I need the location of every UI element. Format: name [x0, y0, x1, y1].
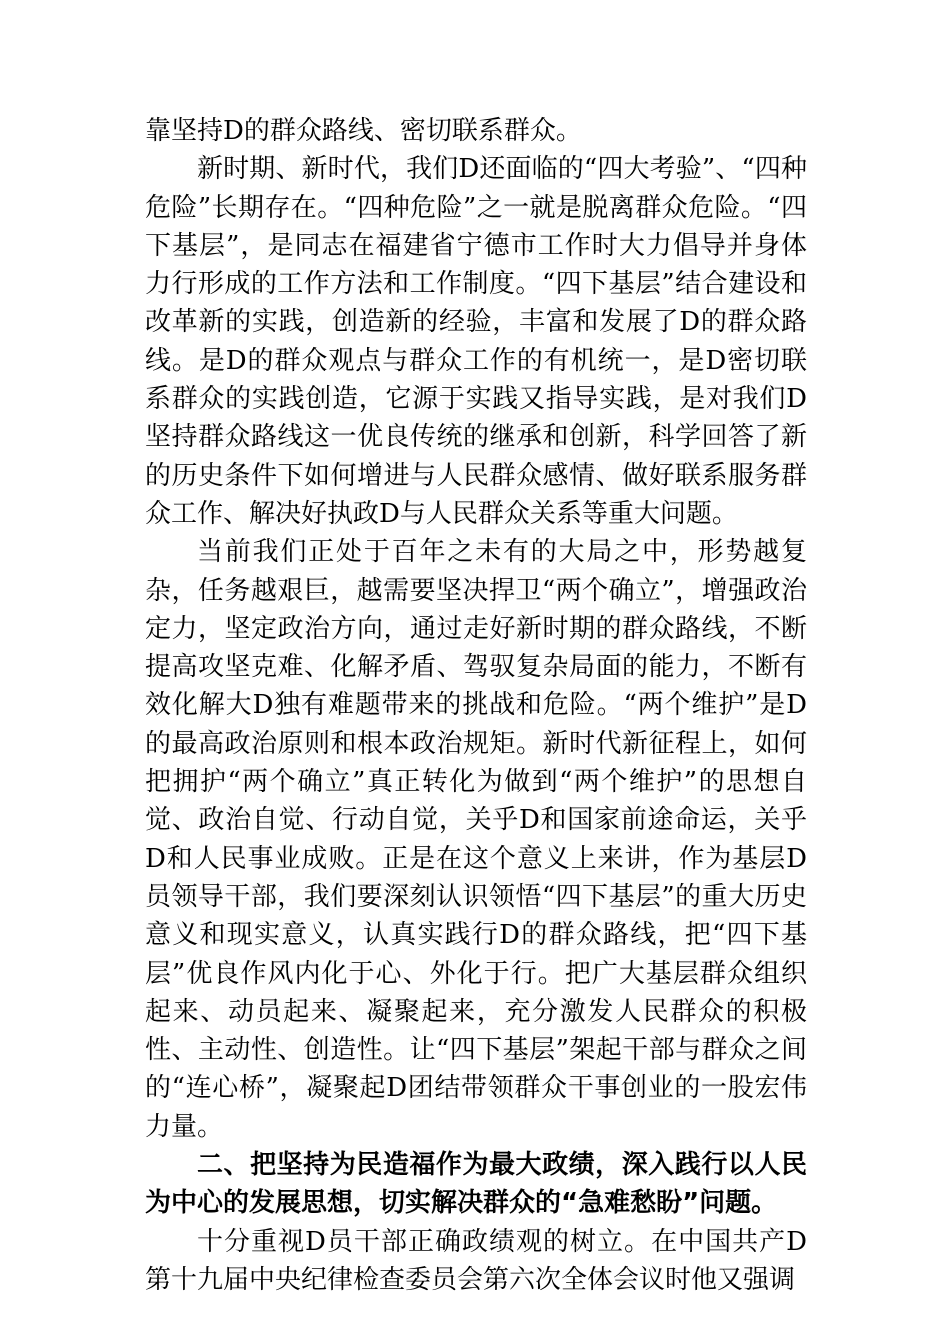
paragraph-four-dangers: 新时期、新时代，我们D还面临的“四大考验”、“四种危险”长期存在。“四种危险”之一就是脱离群众危险。“四下基层”，是同志在福建省宁德市工作时大力倡导并身体力行形成的工作方法和工作制度。“四下基层”结合建设和改革新的实践，创造新的经验，丰富和发展了D的群众路线。是D的群众观点与群众工作的有机统一，是D密切联系群众的实践创造，它源于实践又指导实践，是对我们D坚持群众路线这一优良传统的继承和创新，科学回答了新的历史条件下如何增进与人民群众感情、做好联系服务群众工作、解决好执政D与人民群众关系等重大问题。: [145, 154, 807, 529]
document-page: [145, 112, 807, 1299]
paragraph-continuation: 靠坚持D的群众路线、密切联系群众。: [145, 116, 582, 146]
paragraph-political-achievement: 十分重视D员干部正确政绩观的树立。在中国共产D第十九届中央纪律检查委员会第六次全体会议时他又强调: [145, 1226, 807, 1295]
section-heading-two: 二、把坚持为民造福作为最大政绩，深入践行以人民为中心的发展思想，切实解决群众的“急难愁盼”问题。: [145, 1150, 807, 1219]
paragraph-two-establishments: 当前我们正处于百年之未有的大局之中，形势越复杂，任务越艰巨，越需要坚决捍卫“两个确立”，增强政治定力，坚定政治方向，通过走好新时期的群众路线，不断提高攻坚克难、化解矛盾、驾驭复杂局面的能力，不断有效化解大D独有难题带来的挑战和危险。“两个维护”是D的最高政治原则和根本政治规矩。新时代新征程上，如何把拥护“两个确立”真正转化为做到“两个维护”的思想自觉、政治自觉、行动自觉，关乎D和国家前途命运，关乎D和人民事业成败。正是在这个意义上来讲，作为基层D员领导干部，我们要深刻认识领悟“四下基层”的重大历史意义和现实意义，认真实践行D的群众路线，把“四下基层”优良作风内化于心、外化于行。把广大基层群众组织起来、动员起来、凝聚起来，充分激发人民群众的积极性、主动性、创造性。让“四下基层”架起干部与群众之间的“连心桥”，凝聚起D团结带领群众干事创业的一股宏伟力量。: [145, 537, 807, 1142]
